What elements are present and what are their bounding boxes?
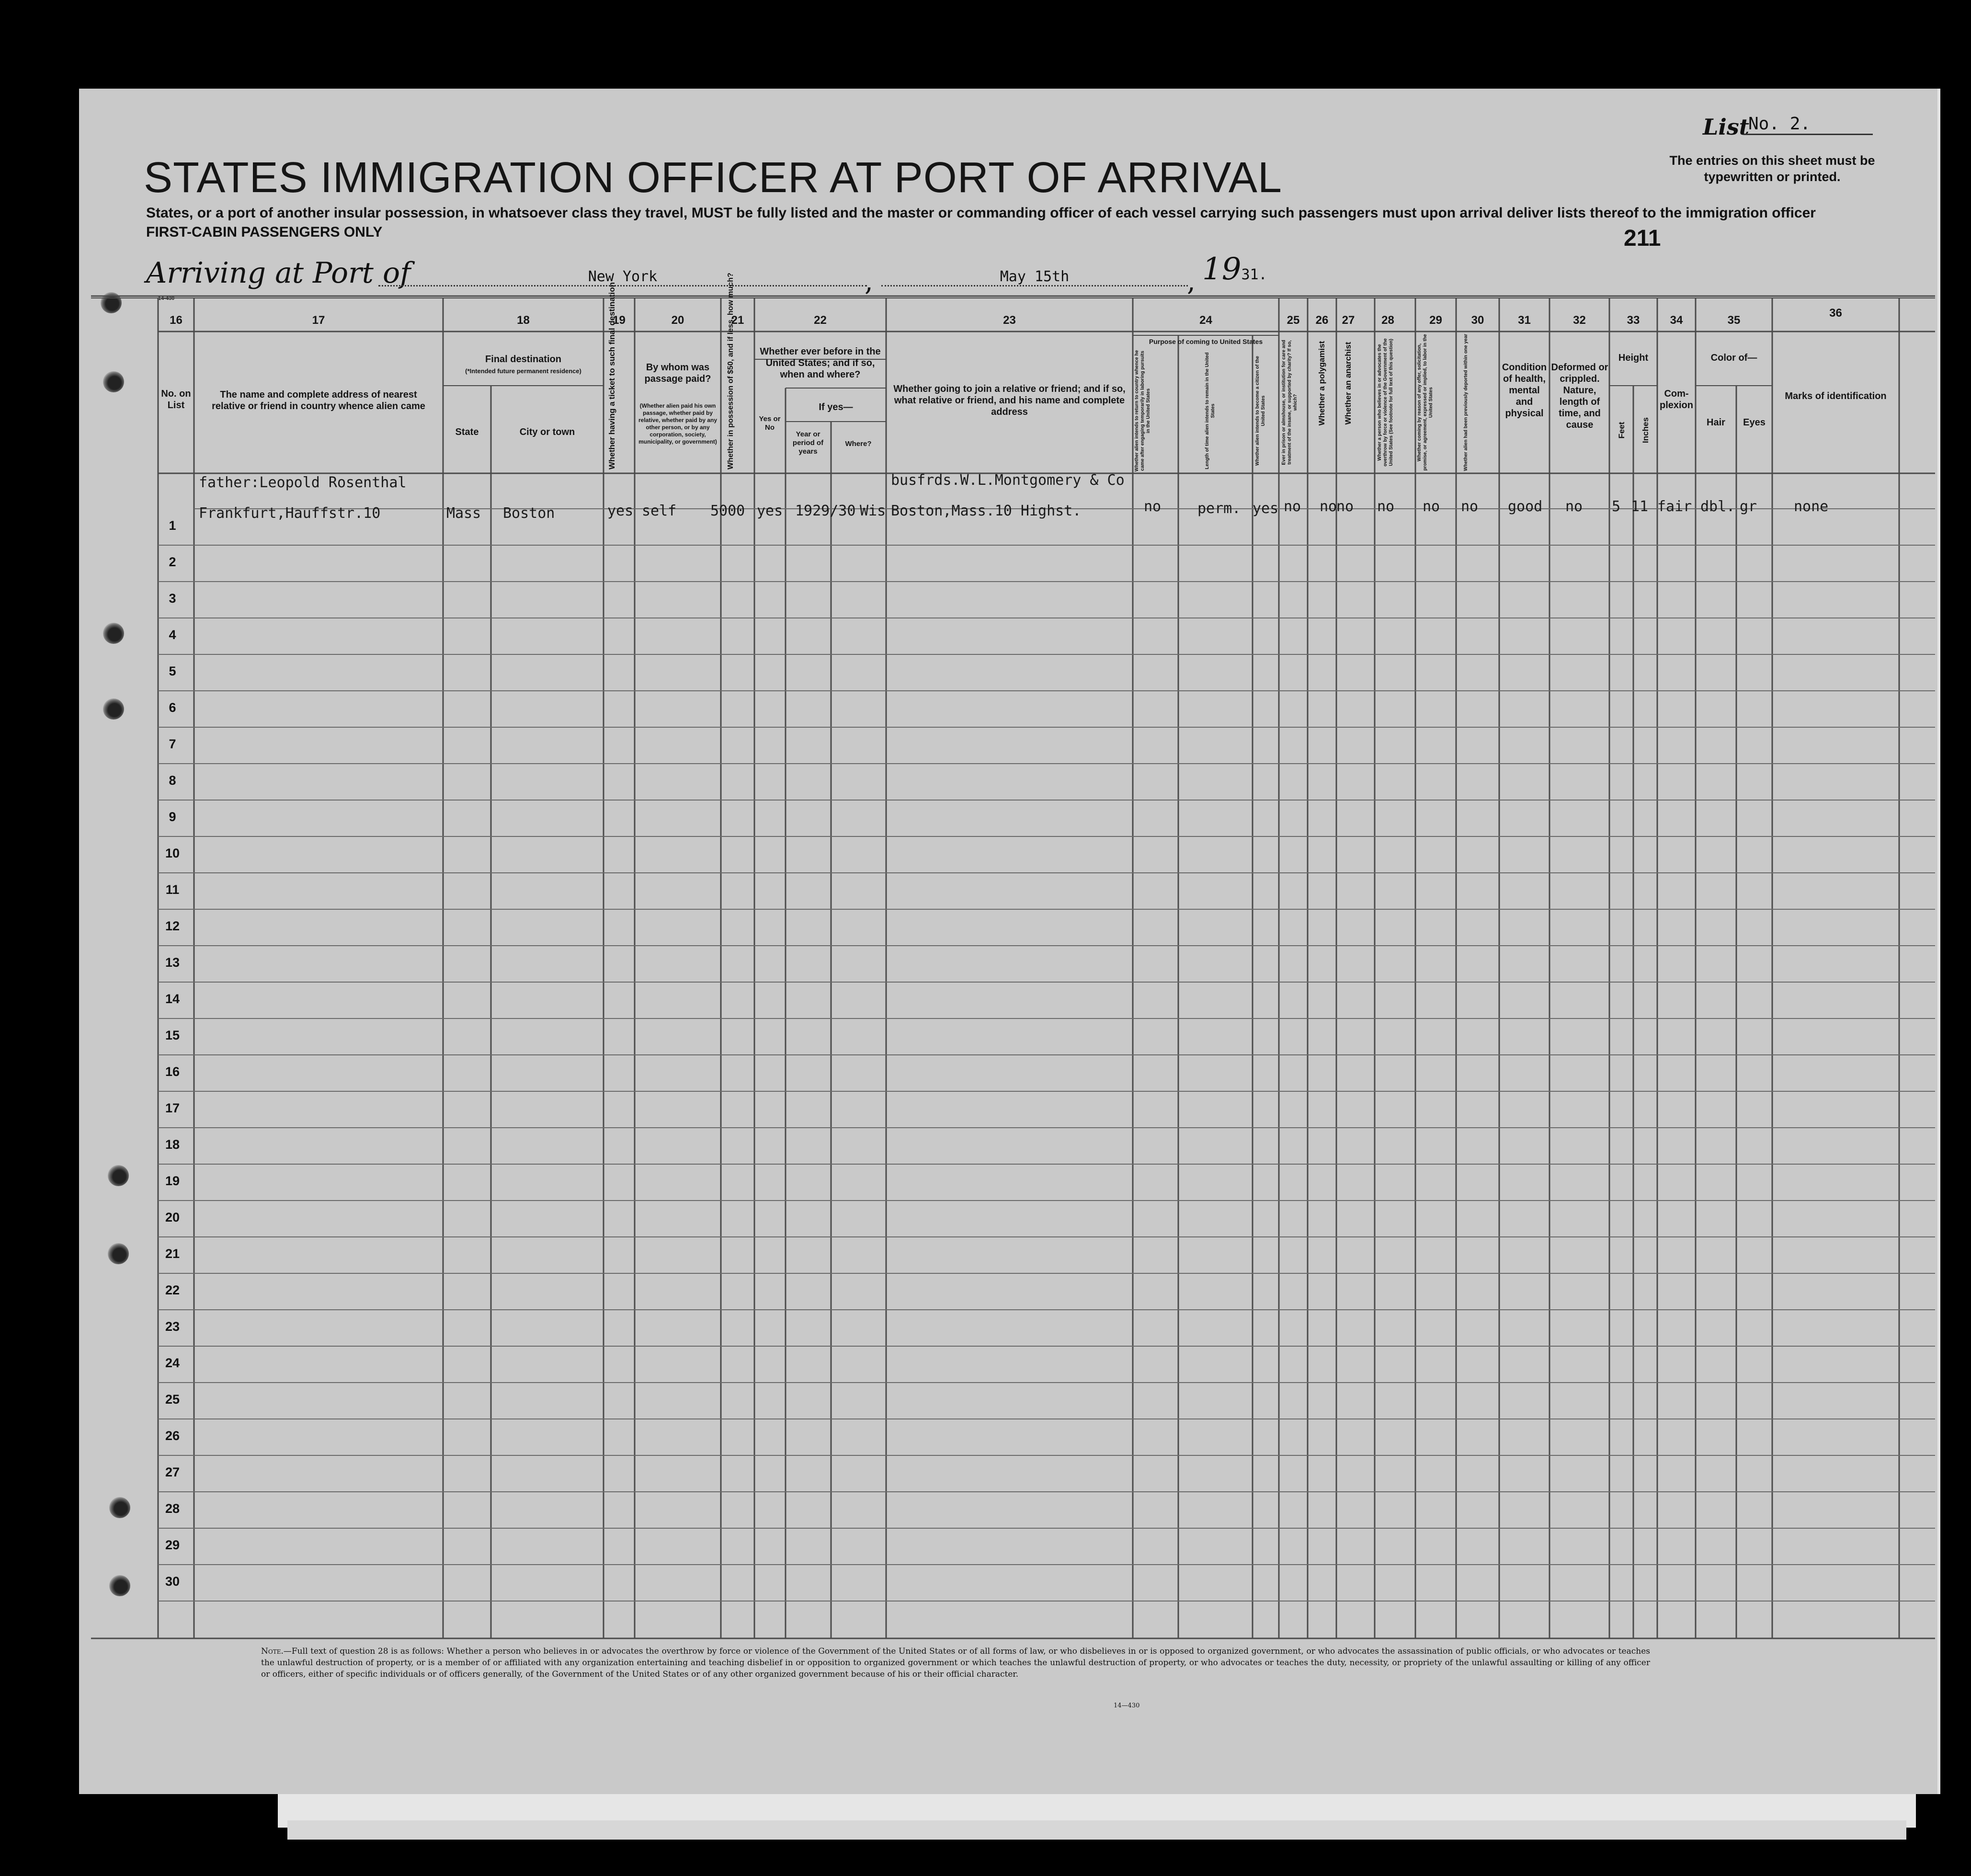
col-num-25: 25 xyxy=(1287,314,1300,327)
col-num-21: 21 xyxy=(731,314,744,327)
list-label: List xyxy=(1703,114,1749,140)
header-no-on-list: No. on List xyxy=(161,389,191,411)
col-num-35: 35 xyxy=(1727,314,1741,327)
row-number: 12 xyxy=(165,919,180,933)
row-number: 20 xyxy=(165,1210,180,1224)
entry-return-country[interactable]: no xyxy=(1144,498,1162,515)
header-complexion: Com-plexion xyxy=(1659,389,1693,411)
row-number: 4 xyxy=(169,628,176,642)
entry-polygamist[interactable]: no xyxy=(1320,498,1337,515)
col-num-27: 27 xyxy=(1342,314,1355,327)
header-length-of-stay: Length of time alien intends to remain in the United States xyxy=(1205,352,1216,469)
header-join-relative: Whether going to join a relative or friend; and if so, what relative or friend, and his name and complete address xyxy=(893,384,1126,417)
entry-citizen[interactable]: yes xyxy=(1253,500,1279,517)
header-return-country: Whether alien intends to return to country whence he came after engaging temporarily in laboring pursuits in the United States xyxy=(1134,350,1151,472)
col-num-17: 17 xyxy=(312,314,325,327)
header-passage-paid-note: (Whether alien paid his own passage, whether paid by relative, whether paid by any other person, or by any corporation, society, municipality, or government) xyxy=(638,402,718,445)
header-final-destination-note: (*Intended future permanent residence) xyxy=(465,367,581,375)
col-num-22: 22 xyxy=(814,314,827,327)
entry-eyes[interactable]: gr xyxy=(1740,498,1757,515)
header-final-destination: Final destination xyxy=(485,354,561,365)
header-fifty-dollars: Whether in possession of $50, and if less, how much? xyxy=(727,273,735,469)
entry-state[interactable]: Mass xyxy=(446,505,481,522)
year-suffix: 31. xyxy=(1241,266,1267,283)
header-purpose: Purpose of coming to United States xyxy=(1149,338,1263,345)
entry-ticket[interactable]: yes xyxy=(607,503,634,519)
entry-deformed[interactable]: no xyxy=(1565,498,1583,515)
port-field[interactable]: New York xyxy=(378,268,867,286)
entry-length-stay[interactable]: perm. xyxy=(1197,500,1241,517)
row-number: 28 xyxy=(165,1501,180,1516)
col-num-24: 24 xyxy=(1199,314,1212,327)
row-number: 19 xyxy=(165,1174,180,1188)
col-num-16: 16 xyxy=(170,314,182,327)
entry-marks[interactable]: none xyxy=(1794,498,1829,515)
row-number: 3 xyxy=(169,591,176,606)
form-title: STATES IMMIGRATION OFFICER AT PORT OF ARRIVAL xyxy=(144,154,1282,202)
entry-deported[interactable]: no xyxy=(1461,498,1479,515)
row-number: 24 xyxy=(165,1356,180,1370)
col-num-29: 29 xyxy=(1429,314,1442,327)
entry-complexion[interactable]: fair xyxy=(1657,498,1692,515)
header-state: State xyxy=(455,427,479,437)
header-eyes: Eyes xyxy=(1743,417,1766,428)
col-num-36: 36 xyxy=(1829,307,1842,320)
col-num-33: 33 xyxy=(1627,314,1640,327)
entry-where[interactable]: Wis xyxy=(860,503,886,519)
row-number: 5 xyxy=(169,664,176,678)
header-yes-or-no: Yes or No xyxy=(759,415,781,432)
col-num-18: 18 xyxy=(517,314,530,327)
entry-relative-name[interactable]: father:Leopold Rosenthal xyxy=(199,474,407,491)
header-anarchist: Whether an anarchist xyxy=(1344,342,1353,425)
row-number: 7 xyxy=(169,737,176,751)
entry-health[interactable]: good xyxy=(1508,498,1543,515)
row-number: 15 xyxy=(165,1028,180,1042)
col-num-20: 20 xyxy=(671,314,684,327)
header-labor-offer: Whether coming by reason of any offer, solicitation, promise, or agreement, expressed or implied, to labor in the United States xyxy=(1417,334,1434,471)
entry-offer[interactable]: no xyxy=(1423,498,1440,515)
entry-anarchist[interactable]: no xyxy=(1336,498,1354,515)
row-number: 17 xyxy=(165,1101,180,1115)
arriving-label: Arriving at Port of xyxy=(146,256,411,290)
entry-overthrow[interactable]: no xyxy=(1377,498,1395,515)
row-number: 18 xyxy=(165,1137,180,1152)
row-number: 11 xyxy=(165,882,180,897)
row-number: 29 xyxy=(165,1538,180,1552)
row-number: 16 xyxy=(165,1064,180,1079)
row-number: 8 xyxy=(169,773,176,788)
col-num-34: 34 xyxy=(1670,314,1683,327)
col-num-30: 30 xyxy=(1471,314,1484,327)
header-ticket: Whether having a ticket to such final destination xyxy=(607,282,616,469)
row-number: 26 xyxy=(165,1429,180,1443)
entry-inches[interactable]: 11 xyxy=(1631,498,1649,515)
row-number: 14 xyxy=(165,992,180,1006)
col-num-32: 32 xyxy=(1573,314,1586,327)
col-num-26: 26 xyxy=(1315,314,1329,327)
comma: , xyxy=(1187,266,1196,297)
date-field[interactable]: May 15th xyxy=(881,268,1188,286)
year-prefix: 19 xyxy=(1202,252,1242,287)
header-city: City or town xyxy=(519,427,575,437)
typewritten-note: The entries on this sheet must be typewritten or printed. xyxy=(1669,153,1875,184)
header-overthrow: Whether a person who believes in or advocates the overthrow by force or violence of the Government of the United States (See footnote for full text of this question) xyxy=(1377,338,1394,467)
row-number: 13 xyxy=(165,955,180,970)
list-number[interactable]: No. 2. xyxy=(1743,114,1873,135)
col-num-19: 19 xyxy=(613,314,626,327)
entry-prison[interactable]: no xyxy=(1284,498,1301,515)
header-marks: Marks of identification xyxy=(1785,391,1887,401)
col-num-28: 28 xyxy=(1381,314,1394,327)
entry-city[interactable]: Boston xyxy=(503,505,555,522)
footnote-label: Note. xyxy=(261,1647,284,1656)
col-num-31: 31 xyxy=(1518,314,1531,327)
entry-relative-address[interactable]: Frankfurt,Hauffstr.10 xyxy=(199,505,381,522)
header-if-yes: If yes— xyxy=(819,402,853,412)
form-code: 14-430 xyxy=(158,296,175,301)
header-where: Where? xyxy=(845,440,872,448)
header-citizen: Whether alien intends to become a citizen of the United States xyxy=(1255,356,1266,466)
entry-years[interactable]: 1929/30 xyxy=(795,503,856,519)
header-nearest-relative: The name and complete address of nearest relative or friend in country whence alien came xyxy=(212,389,425,412)
header-hair: Hair xyxy=(1707,417,1725,428)
entry-before-in-us[interactable]: yes xyxy=(757,503,783,519)
header-health: Condition of health, mental and physical xyxy=(1502,362,1547,419)
entry-feet[interactable]: 5 xyxy=(1612,498,1621,515)
header-deported: Whether alien had been previously deported within one year xyxy=(1463,333,1469,471)
row-number: 10 xyxy=(165,846,180,860)
form-subtitle: States, or a port of another insular possession, in whatsoever class they travel, MUST be fully listed and the master or commanding officer of each vessel carrying such passengers must upon arrival deliver lists thereof to the immigration officer xyxy=(146,205,1816,221)
entry-paid-by[interactable]: self xyxy=(642,503,677,519)
header-inches: Inches xyxy=(1641,417,1650,443)
header-polygamist: Whether a polygamist xyxy=(1317,341,1326,426)
header-feet: Feet xyxy=(1617,422,1626,439)
row-number: 30 xyxy=(165,1574,180,1589)
comma: , xyxy=(865,266,873,297)
row-number: 21 xyxy=(165,1247,180,1261)
entry-hair[interactable]: dbl. xyxy=(1700,498,1735,515)
header-year-period: Year or period of years xyxy=(792,430,824,456)
entry-join-address[interactable]: Boston,Mass.10 Highst. xyxy=(891,503,1082,519)
row-number: 23 xyxy=(165,1319,180,1334)
entry-join-relative[interactable]: busfrds.W.L.Montgomery & Co xyxy=(891,472,1125,489)
row-number: 22 xyxy=(165,1283,180,1297)
header-height: Height xyxy=(1618,353,1649,363)
header-prison: Ever in prison or almshouse, or institution for care and treatment of the insane, or supported by charity? If so, which? xyxy=(1281,340,1298,465)
page-number: 211 xyxy=(1624,226,1661,251)
col-num-23: 23 xyxy=(1003,314,1016,327)
header-passage-paid: By whom was passage paid? xyxy=(644,362,711,384)
row-number: 6 xyxy=(169,700,176,715)
footnote xyxy=(261,1646,1650,1680)
header-deformed: Deformed or crippled. Nature, length of time, and cause xyxy=(1551,362,1608,430)
header-color-of: Color of— xyxy=(1710,353,1757,363)
entry-money[interactable]: 5000 xyxy=(710,503,745,519)
footnote-form-code: 14—430 xyxy=(1114,1702,1140,1709)
row-number: 9 xyxy=(169,810,176,824)
row-number: 25 xyxy=(165,1392,180,1407)
row-number: 27 xyxy=(165,1465,180,1479)
header-ever-before: Whether ever before in the United States; and if so, when and where? xyxy=(760,346,881,380)
row-number: 1 xyxy=(169,518,176,533)
row-number: 2 xyxy=(169,555,176,569)
footnote-text: —Full text of question 28 is as follows: Whether a person who believes in or advocates the overthrow by force or violence of the Government of the United States or of all forms of law, or who disbelieves in or is opposed to organized government, or who advocates the assassination of public officials, or who advocates or teaches the unlawful destruction of property, or is a member of or affiliated with any organization entertaining and teaching disbelief in or opposition to organized government or which teaches the unlawful destruction of property, or who advocates or teaches the duty, necessity, or propriety of the unlawful assaulting or killing of any officer or officers, either of specific individuals or of officers generally, of the Government of the United States or of any other organized government because of his or their official character. xyxy=(261,1647,1650,1679)
passenger-class: FIRST-CABIN PASSENGERS ONLY xyxy=(146,224,383,240)
